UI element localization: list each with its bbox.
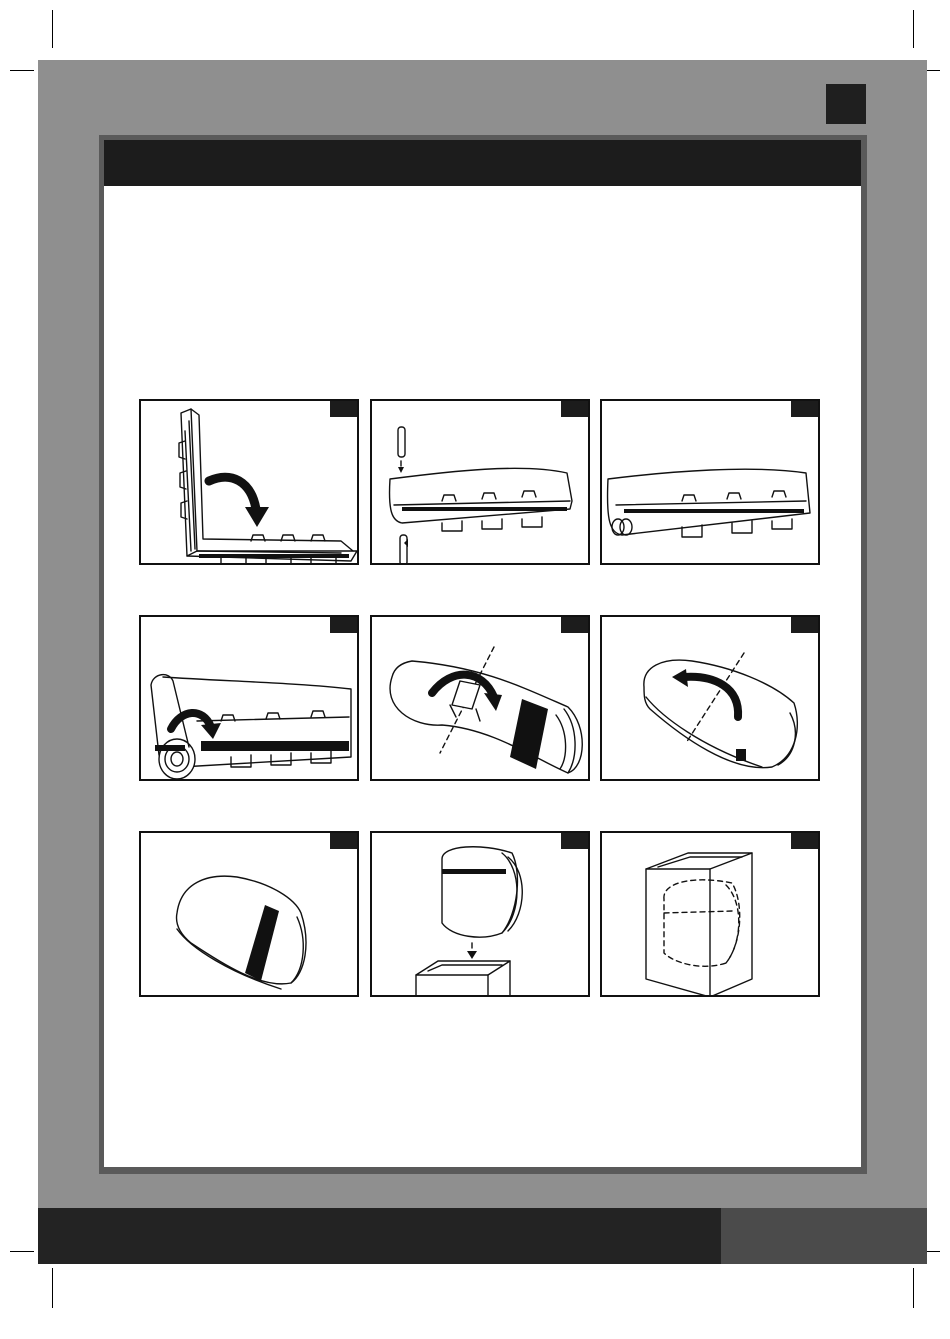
roll-mat-illustration [141,617,357,779]
step-9-packed-in-box [600,831,820,997]
crop-mark [52,1268,53,1308]
step-4-roll-mat [139,615,359,781]
crop-mark [10,70,34,71]
crop-mark [10,1251,34,1252]
page-number-badge [826,84,866,124]
place-in-box-illustration [372,833,588,995]
fold-roll-illustration [372,617,588,779]
packed-in-box-illustration [602,833,818,995]
crop-mark [52,10,53,48]
step-7-folded-roll [139,831,359,997]
fold-mat-illustration [141,401,357,563]
crop-mark [913,10,914,48]
footer-bar [38,1208,721,1264]
step-6-fold-over [600,615,820,781]
step-1-fold-mat [139,399,359,565]
step-2-insert-rods [370,399,590,565]
section-title-bar [104,140,861,186]
fold-over-illustration [602,617,818,779]
step-8-place-in-box [370,831,590,997]
insert-rods-illustration [372,401,588,563]
step-5-fold-roll [370,615,590,781]
step-3-rods-inserted [600,399,820,565]
footer-page-block [721,1208,927,1264]
rods-inserted-illustration [602,401,818,563]
folded-roll-illustration [141,833,357,995]
crop-mark [913,1268,914,1308]
